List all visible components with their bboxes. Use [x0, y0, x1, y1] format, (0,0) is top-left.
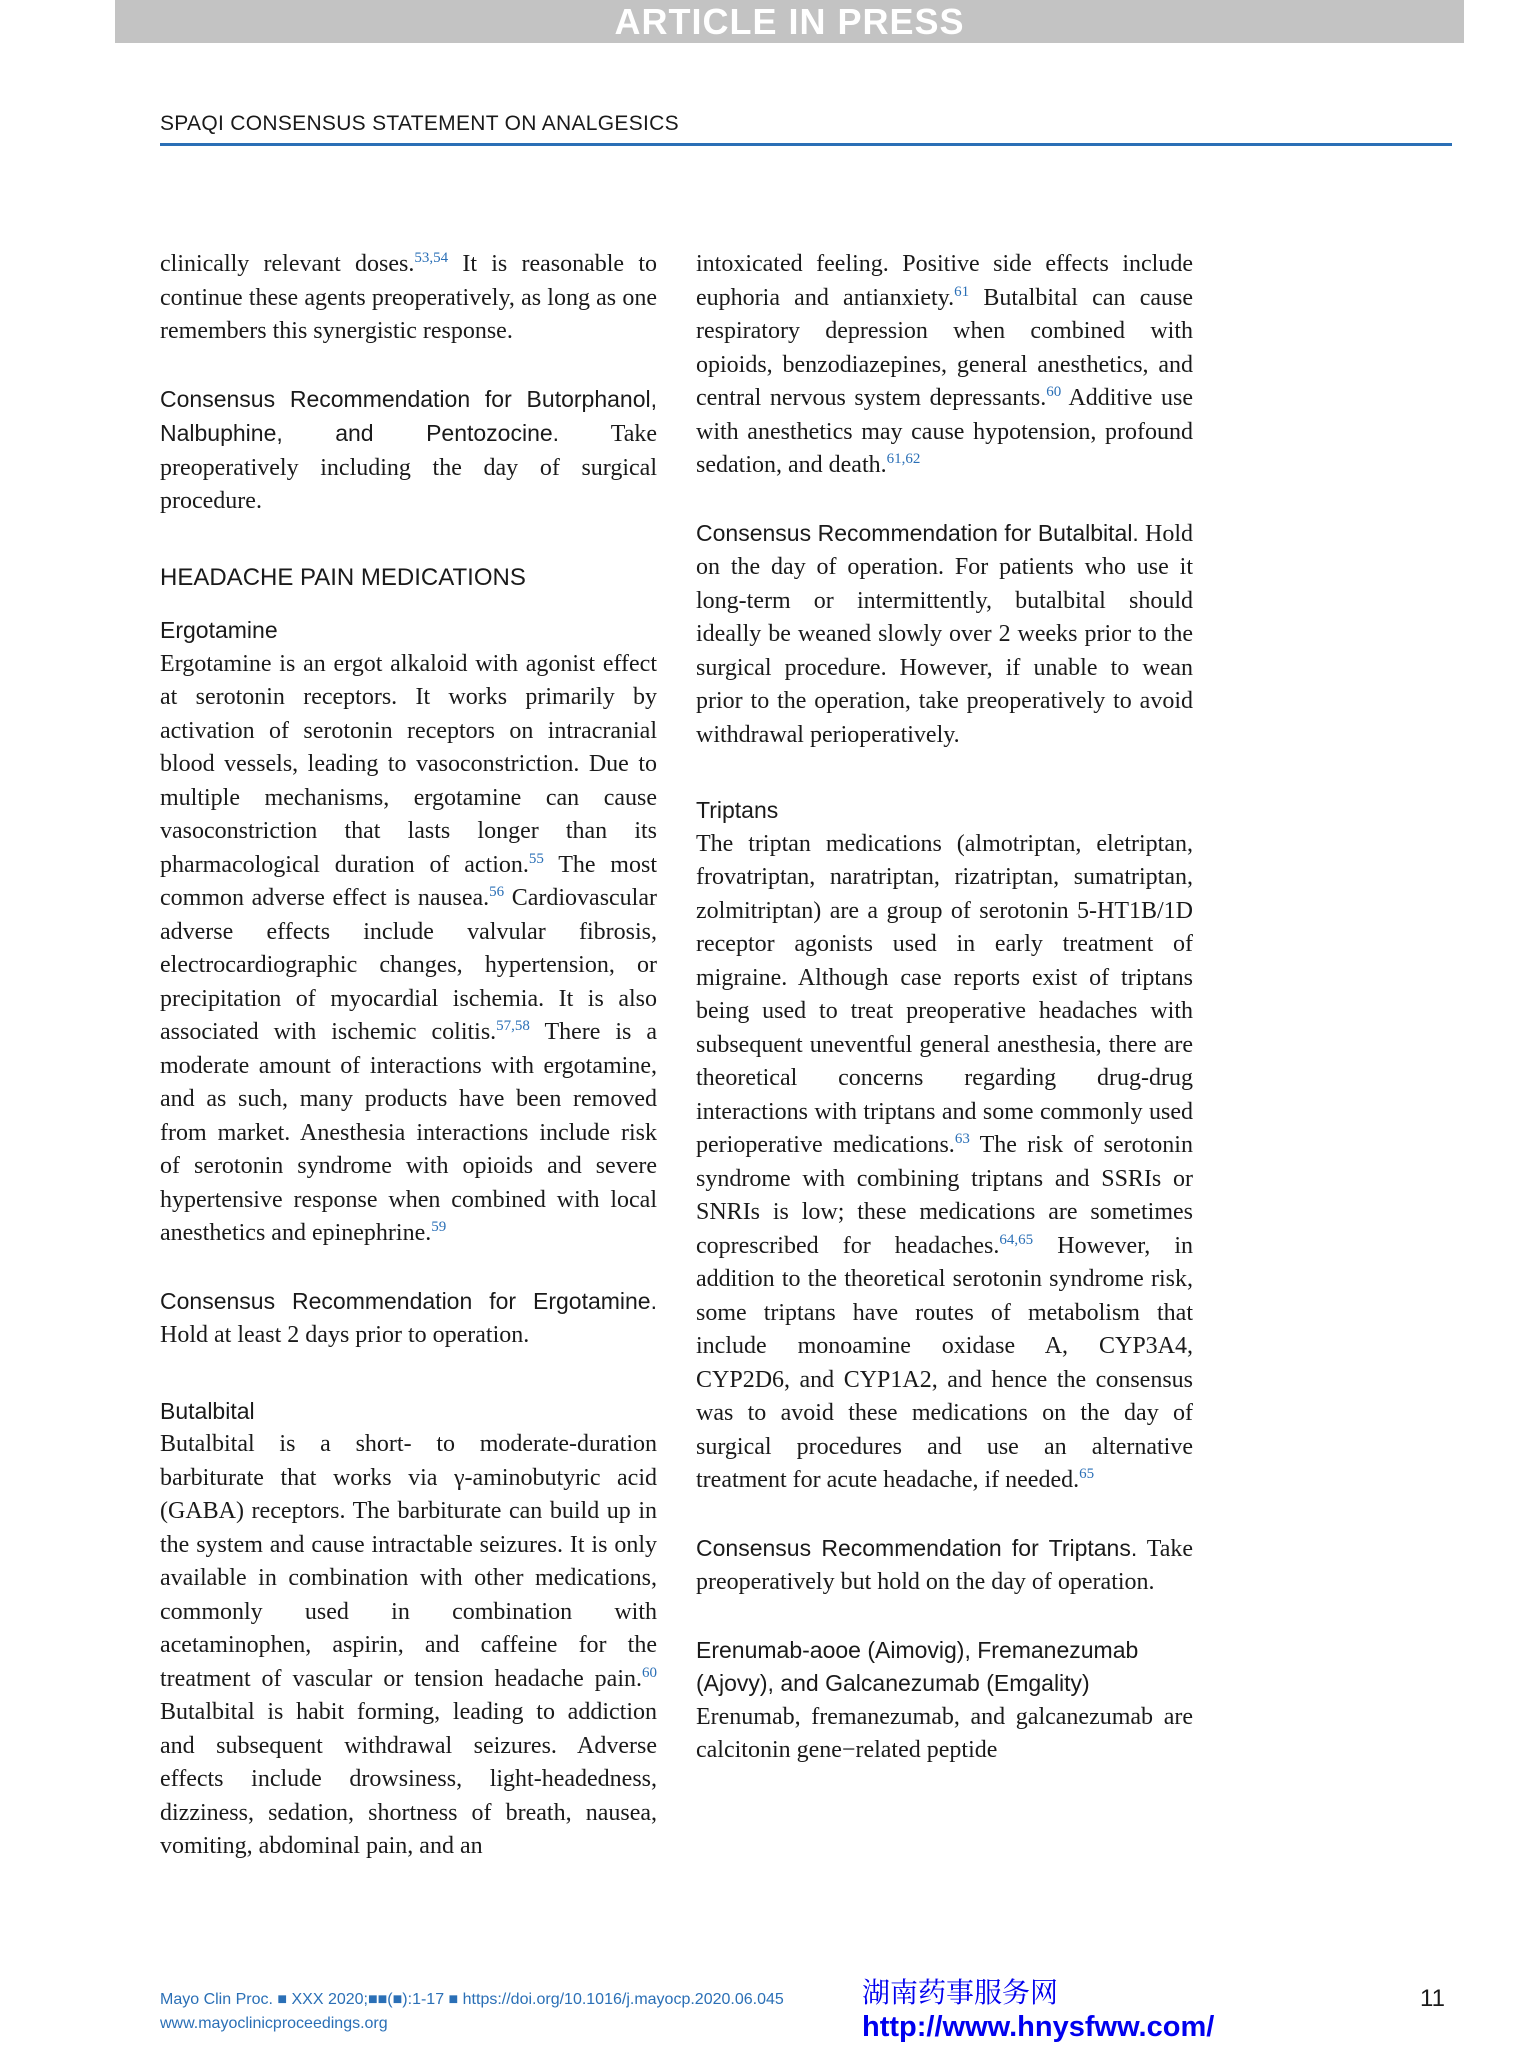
watermark-site-name: 湖南药事服务网 — [862, 1977, 1059, 2008]
footer-citation[interactable]: Mayo Clin Proc. ■ XXX 2020;■■(■):1-17 ■ https://doi.org/10.1016/j.mayocp.2020.06.045 — [160, 1991, 784, 2008]
body-text: The triptan medications (almotriptan, eletriptan, frovatriptan, naratriptan, rizatriptan, sumatriptan, zolmitriptan) are a group of serotonin 5-HT1B/1D receptor agonists used in early treatment of migraine. Although case reports exist of triptans being used to treat preoperative headaches with subsequent uneventful general anesthesia, there are theoretical concerns regarding drug-drug interactions with triptans and some commonly used perioperative medications. — [696, 830, 1193, 1158]
erenumab-paragraph — [696, 1701, 1193, 1768]
recommendation-text: Take preoperatively including the day of surgical procedure. — [160, 421, 657, 514]
intro-text: clinically relevant doses. — [160, 251, 415, 277]
ergotamine-paragraph — [160, 648, 657, 1251]
subsection-heading-ergotamine: Ergotamine — [160, 617, 278, 643]
recommendation-label: Consensus Recommendation for Ergotamine. — [160, 1287, 657, 1314]
recommendation-triptans — [696, 1532, 1193, 1600]
article-in-press-banner: ARTICLE IN PRESS — [115, 0, 1464, 43]
footer — [160, 1988, 784, 2036]
reference-link[interactable]: 64,65 — [999, 1231, 1034, 1248]
recommendation-label: Consensus Recommendation for Butalbital. — [696, 519, 1139, 546]
body-text: The risk of serotonin syndrome with combining triptans and SSRIs or SNRIs is low; these medications are sometimes coprescribed for headaches. — [696, 1132, 1193, 1259]
body-text: Cardiovascular adverse effects include valvular fibrosis, electrocardiographic changes, hypertension, or precipitation of myocardial ischemia. It is also associated with ischemic colitis. — [160, 885, 657, 1045]
section-heading: HEADACHE PAIN MEDICATIONS — [160, 563, 526, 591]
reference-link[interactable]: 60 — [1046, 384, 1062, 400]
recommendation-label: Consensus Recommendation for Butorphanol, Nalbuphine, and Pentozocine. — [160, 385, 657, 446]
triptans-paragraph — [696, 828, 1193, 1498]
right-column — [696, 248, 1193, 1768]
reference-link[interactable]: 61,62 — [886, 451, 921, 467]
butalbital-paragraph — [160, 1428, 657, 1864]
butalbital-continued-paragraph — [696, 248, 1193, 483]
header-rule — [160, 143, 1452, 146]
subsection-heading-erenumab: Erenumab-aooe (Aimovig), Fremanezumab (Ajovy), and Galcanezumab (Emgality) — [696, 1636, 1139, 1696]
subsection-heading-butalbital: Butalbital — [160, 1397, 255, 1424]
body-text: Butalbital can cause respiratory depression when combined with opioids, benzodiazepines, general anesthetics, and central nervous system depressants. — [696, 284, 1193, 411]
reference-link[interactable]: 65 — [1079, 1466, 1095, 1482]
footer-website-link[interactable]: www.mayoclinicproceedings.org — [160, 2015, 388, 2032]
reference-link[interactable]: 55 — [528, 850, 544, 867]
body-text: The most common adverse effect is nausea. — [160, 851, 657, 911]
recommendation-butalbital — [696, 517, 1193, 753]
body-text: Additive use with anesthetics may cause hypotension, profound sedation, and death. — [696, 385, 1193, 478]
body-text: Butalbital is habit forming, leading to addiction and subsequent withdrawal seizures. Adverse effects include drowsiness, light-headedness, dizziness, sedation, shortness of breath, nausea, vomiting, abdominal pain, and an — [160, 1699, 657, 1859]
reference-link[interactable]: 63 — [954, 1131, 970, 1147]
page-number: 11 — [1420, 1985, 1445, 2012]
reference-link[interactable]: 53,54 — [414, 250, 449, 266]
body-text: However, in addition to the theoretical serotonin syndrome risk, some triptans have routes of metabolism that include monoamine oxidase A, CYP3A4, CYP2D6, and CYP1A2, and hence the consensus was to avoid these medications on the day of surgical procedures and use an alternative treatment for acute headache, if needed. — [696, 1232, 1194, 1493]
left-column — [160, 248, 657, 1864]
reference-link[interactable]: 57,58 — [496, 1018, 530, 1034]
recommendation-ergotamine — [160, 1285, 657, 1353]
watermark — [862, 1976, 1214, 2044]
recommendation-text: Take preoperatively but hold on the day of operation. — [696, 1535, 1194, 1595]
recommendation-butorphanol — [160, 383, 657, 519]
recommendation-text: Hold at least 2 days prior to operation. — [160, 1322, 530, 1348]
reference-link[interactable]: 56 — [489, 884, 505, 900]
reference-link[interactable]: 60 — [642, 1664, 657, 1681]
body-text: There is a moderate amount of interactions with ergotamine, and as such, many products have been removed from market. Anesthesia interactions include risk of serotonin syndrome with opioids and severe hypertensive response when combined with local anesthetics and epinephrine. — [160, 1019, 657, 1246]
recommendation-label: Consensus Recommendation for Triptans. — [696, 1534, 1138, 1561]
reference-link[interactable]: 61 — [954, 283, 970, 300]
intro-paragraph — [160, 248, 657, 349]
recommendation-text: Hold on the day of operation. For patients who use it long-term or intermittently, butalbital should ideally be weaned slowly over 2 weeks prior to the surgical procedure. However, if unable to wean prior to the operation, take preoperatively to avoid withdrawal perioperatively. — [696, 520, 1193, 748]
intro-text-cont: It is reasonable to continue these agents preoperatively, as long as one remembers this synergistic response. — [160, 251, 657, 344]
body-text: Ergotamine is an ergot alkaloid with agonist effect at serotonin receptors. It works primarily by activation of serotonin receptors on intracranial blood vessels, leading to vasoconstriction. Due to multiple mechanisms, ergotamine can cause vasoconstriction that lasts longer than its pharmacological duration of action. — [160, 650, 657, 878]
reference-link[interactable]: 59 — [431, 1219, 447, 1235]
watermark-url-link[interactable]: http://www.hnysfww.com/ — [862, 2011, 1215, 2043]
body-text: Butalbital is a short- to moderate-duration barbiturate that works via γ-aminobutyric acid (GABA) receptors. The barbiturate can build up in the system and cause intractable seizures. It is only available in combination with other medications, commonly used in combination with acetaminophen, aspirin, and caffeine for the treatment of vascular or tension headache pain. — [160, 1431, 657, 1692]
body-text: intoxicated feeling. Positive side effects include euphoria and antianxiety. — [696, 251, 1193, 311]
running-head: SPAQI CONSENSUS STATEMENT ON ANALGESICS — [160, 112, 679, 135]
subsection-heading-triptans: Triptans — [696, 797, 779, 823]
body-text: Erenumab, fremanezumab, and galcanezumab are calcitonin gene−related peptide — [696, 1703, 1193, 1763]
